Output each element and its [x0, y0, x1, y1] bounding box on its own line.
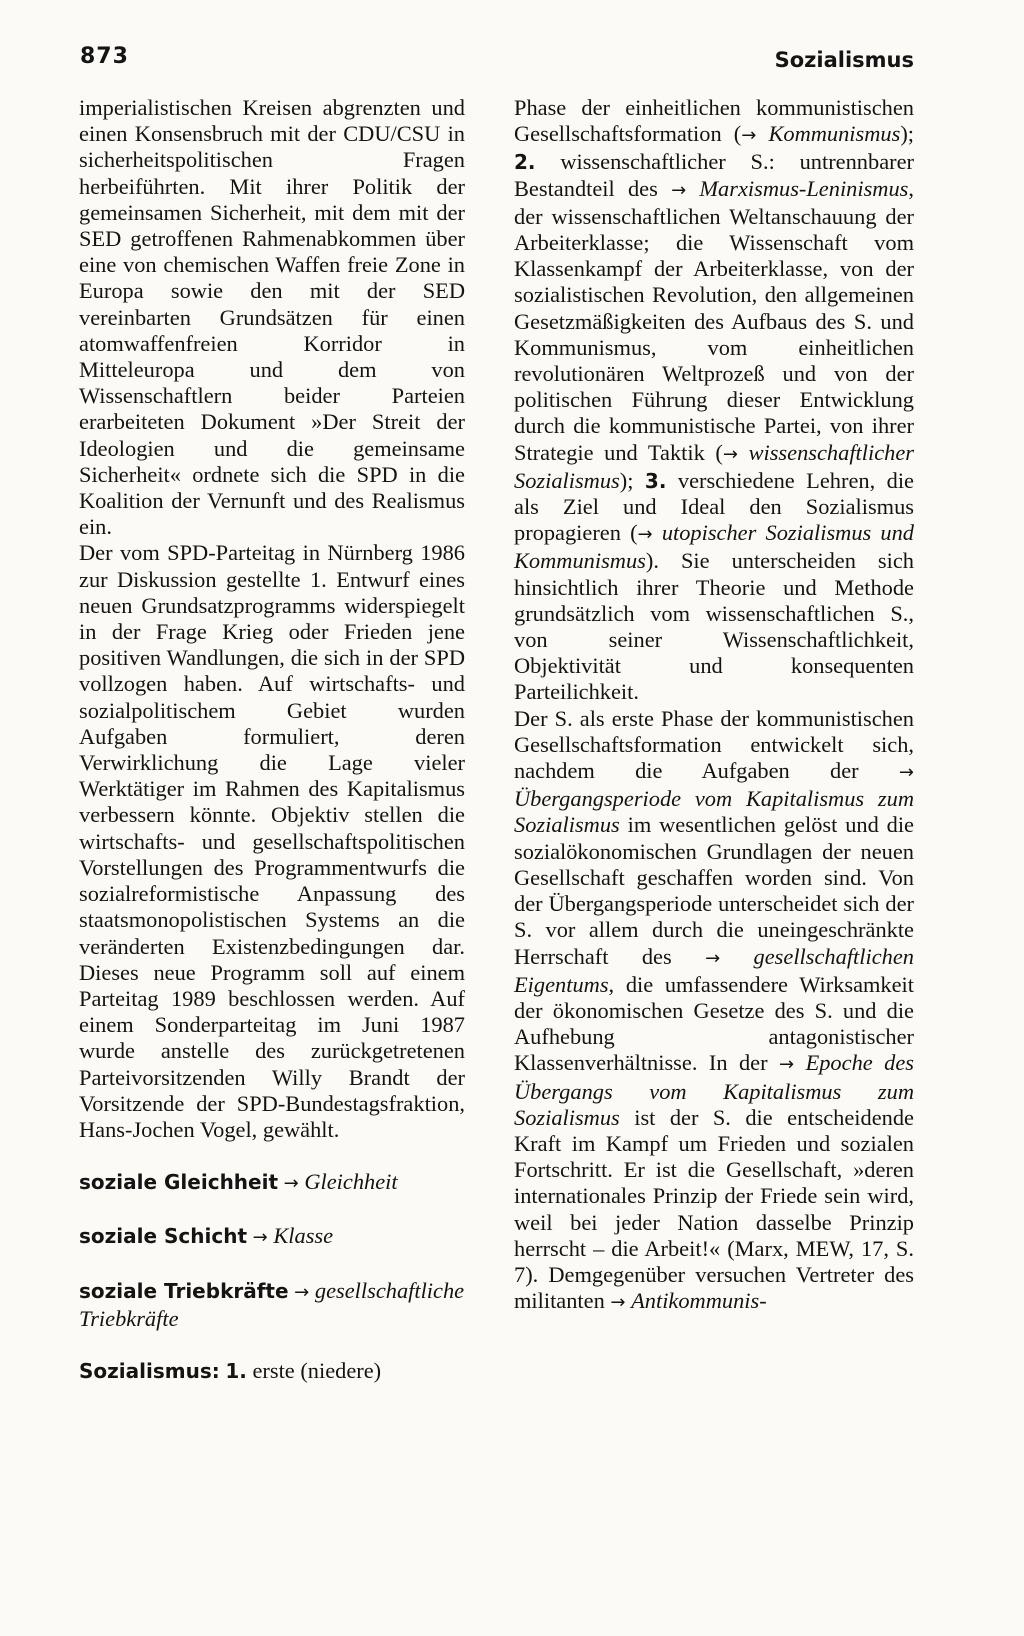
- text: ist der S. die entscheidende Kraft im Kampf um Frieden und sozialen Fortschritt. Er ist die Gesellschaft, »deren internationales Prinzip der Friede sein wird, weil bei jeder Nation dasselbe Prinzip herrscht – die Arbeit!« (Marx, MEW, 17, S. 7). Demgegenüber versuchen Vertreter des militanten: [514, 1104, 914, 1314]
- text: );: [619, 467, 634, 493]
- entry-soziale-schicht: [79, 1223, 465, 1251]
- sense-number: 2.: [514, 150, 536, 175]
- text: Der S. als erste Phase der kommunistischen Gesellschaftsformation entwickelt sich, nachdem die Aufgaben der: [514, 705, 914, 784]
- cross-reference: utopischer Sozialismus und Kommunismus: [514, 520, 914, 574]
- cross-reference: Gleichheit: [304, 1169, 398, 1195]
- running-head: Sozialismus: [774, 48, 914, 72]
- cross-reference: Klasse: [273, 1223, 334, 1249]
- paragraph-spd-program: Der vom SPD-Parteitag in Nürnberg 1986 zur Diskussion gestellte 1. Entwurf eines neuen Grundsatzprogramms widerspiegelt in der Frage Krieg oder Frieden jene positiven Wandlungen, die sich in der SPD vollzogen haben. Auf wirtschafts- und sozialpolitischem Gebiet wurden Aufgaben formuliert, deren Verwirklichung die Lage vieler Werktätiger im Rahmen des Kapitalismus verbessern könnte. Objektiv stellen die wirtschafts- und gesellschaftspolitischen Vorstellungen des Programmentwurfs die sozialreformistische Anpassung des staatsmonopolistischen Systems an die veränderten Existenzbedingungen dar. Dieses neue Programm soll auf einem Parteitag 1989 beschlossen werden. Auf einem Sonderparteitag im Juni 1987 wurde anstelle des zurückgetretenen Parteivorsitzenden Willy Brandt der Vorsitzende der SPD-Bundestagsfraktion, Hans-Jochen Vogel, gewählt.: [79, 540, 465, 1142]
- text: );: [900, 121, 914, 147]
- cross-reference: wissenschaftlicher Sozialismus: [514, 439, 914, 493]
- lemma: soziale Schicht: [79, 1224, 248, 1249]
- arrow-icon: →: [898, 762, 914, 784]
- text: im wesentlichen gelöst und die sozialökonomischen Grundlagen der neuen Gesellschaft geschaffen worden sind. Von der Übergangsperiode unterscheidet sich der S. vor allem durch die uneingeschränkte Herrschaft des: [514, 812, 914, 969]
- text: wissenschaftlicher S.: untrennbarer Bestandteil des: [514, 149, 914, 201]
- text: ). Sie unterscheiden sich hinsichtlich ihrer Theorie und Methode grundsätzlich vom wissenschaftlichen S., von seiner Wissenschaftlichkeit, Objektivität und konsequenten Parteilichkeit.: [514, 548, 914, 705]
- definition-text: erste (niedere): [252, 1357, 382, 1383]
- paragraph-sozialismus-definition: [514, 95, 914, 706]
- page-number: 873: [80, 44, 129, 69]
- arrow-icon: →: [722, 443, 738, 465]
- lemma: Sozialismus:: [79, 1358, 220, 1383]
- text: , der wissenschaftlichen Weltanschauung der Arbeiterklasse; die Wissenschaft vom Klassenkampf der Arbeiterklasse, von der sozialistischen Revolution, den allgemeinen Gesetzmäßigkeiten des Aufbaus des S. und Kommunismus, vom einheitlichen revolutionären Weltprozeß und von der politischen Führung dieser Entwicklung durch die kommunistische Partei, von ihrer Strategie und Taktik (: [514, 175, 914, 465]
- entry-sozialismus: [79, 1358, 465, 1384]
- cross-reference: gesellschaftliche Triebkräfte: [79, 1277, 465, 1331]
- cross-reference: Marxismus-Leninismus: [699, 175, 909, 201]
- cross-reference: Übergangsperiode vom Kapitalismus zum Sozialismus: [514, 786, 914, 838]
- cross-reference: Kommunismus: [768, 121, 901, 147]
- cross-reference: gesellschaftlichen Eigentums: [514, 943, 914, 997]
- arrow-icon: →: [705, 947, 721, 969]
- arrow-icon: →: [779, 1054, 795, 1076]
- entry-soziale-triebkraefte: [79, 1278, 465, 1332]
- arrow-icon: →: [283, 1173, 299, 1195]
- arrow-icon: →: [252, 1227, 268, 1249]
- sense-number: 3.: [644, 468, 667, 493]
- sense-number: 1.: [225, 1358, 247, 1383]
- cross-reference: Antikommunis-: [631, 1288, 767, 1314]
- text: Phase der einheitlichen kommunistischen Gesellschaftsformation (: [514, 95, 914, 147]
- lemma: soziale Gleichheit: [79, 1170, 279, 1195]
- arrow-icon: →: [637, 524, 653, 546]
- paragraph-spd-security-policy: imperialistischen Kreisen abgrenzten und einen Konsensbruch mit der CDU/CSU in sicherheitspolitischen Fragen herbeiführten. Mit ihrer Politik der gemeinsamen Sicherheit, mit dem mit der SED getroffenen Rahmenabkommen über eine von chemischen Waffen freie Zone in Europa sowie den mit der SED vereinbarten Grundsätzen für einen atomwaffenfreien Korridor in Mitteleuropa und dem von Wissenschaftlern beider Parteien erarbeiteten Dokument »Der Streit der Ideologien und die gemeinsame Sicherheit« ordnete sich die SPD in die Koalition der Vernunft und des Realismus ein.: [79, 95, 465, 540]
- arrow-icon: →: [610, 1292, 626, 1314]
- text: , die umfassendere Wirksamkeit der ökonomischen Gesetze des S. und die Aufhebung antagonistischer Klassenverhältnisse. In der: [514, 971, 914, 1076]
- arrow-icon: →: [671, 179, 687, 201]
- entry-soziale-gleichheit: [79, 1169, 465, 1197]
- paragraph-sozialismus-phase: [514, 706, 914, 1317]
- right-column: [514, 95, 914, 1316]
- left-column: [79, 95, 465, 1384]
- arrow-icon: →: [741, 125, 757, 147]
- cross-reference: Epoche des Übergangs vom Kapitalismus zum Sozialismus: [514, 1050, 914, 1130]
- arrow-icon: →: [294, 1281, 310, 1303]
- lemma: soziale Triebkräfte: [79, 1278, 289, 1303]
- text: verschiedene Lehren, die als Ziel und Ideal den Sozialismus propagieren (: [514, 467, 914, 546]
